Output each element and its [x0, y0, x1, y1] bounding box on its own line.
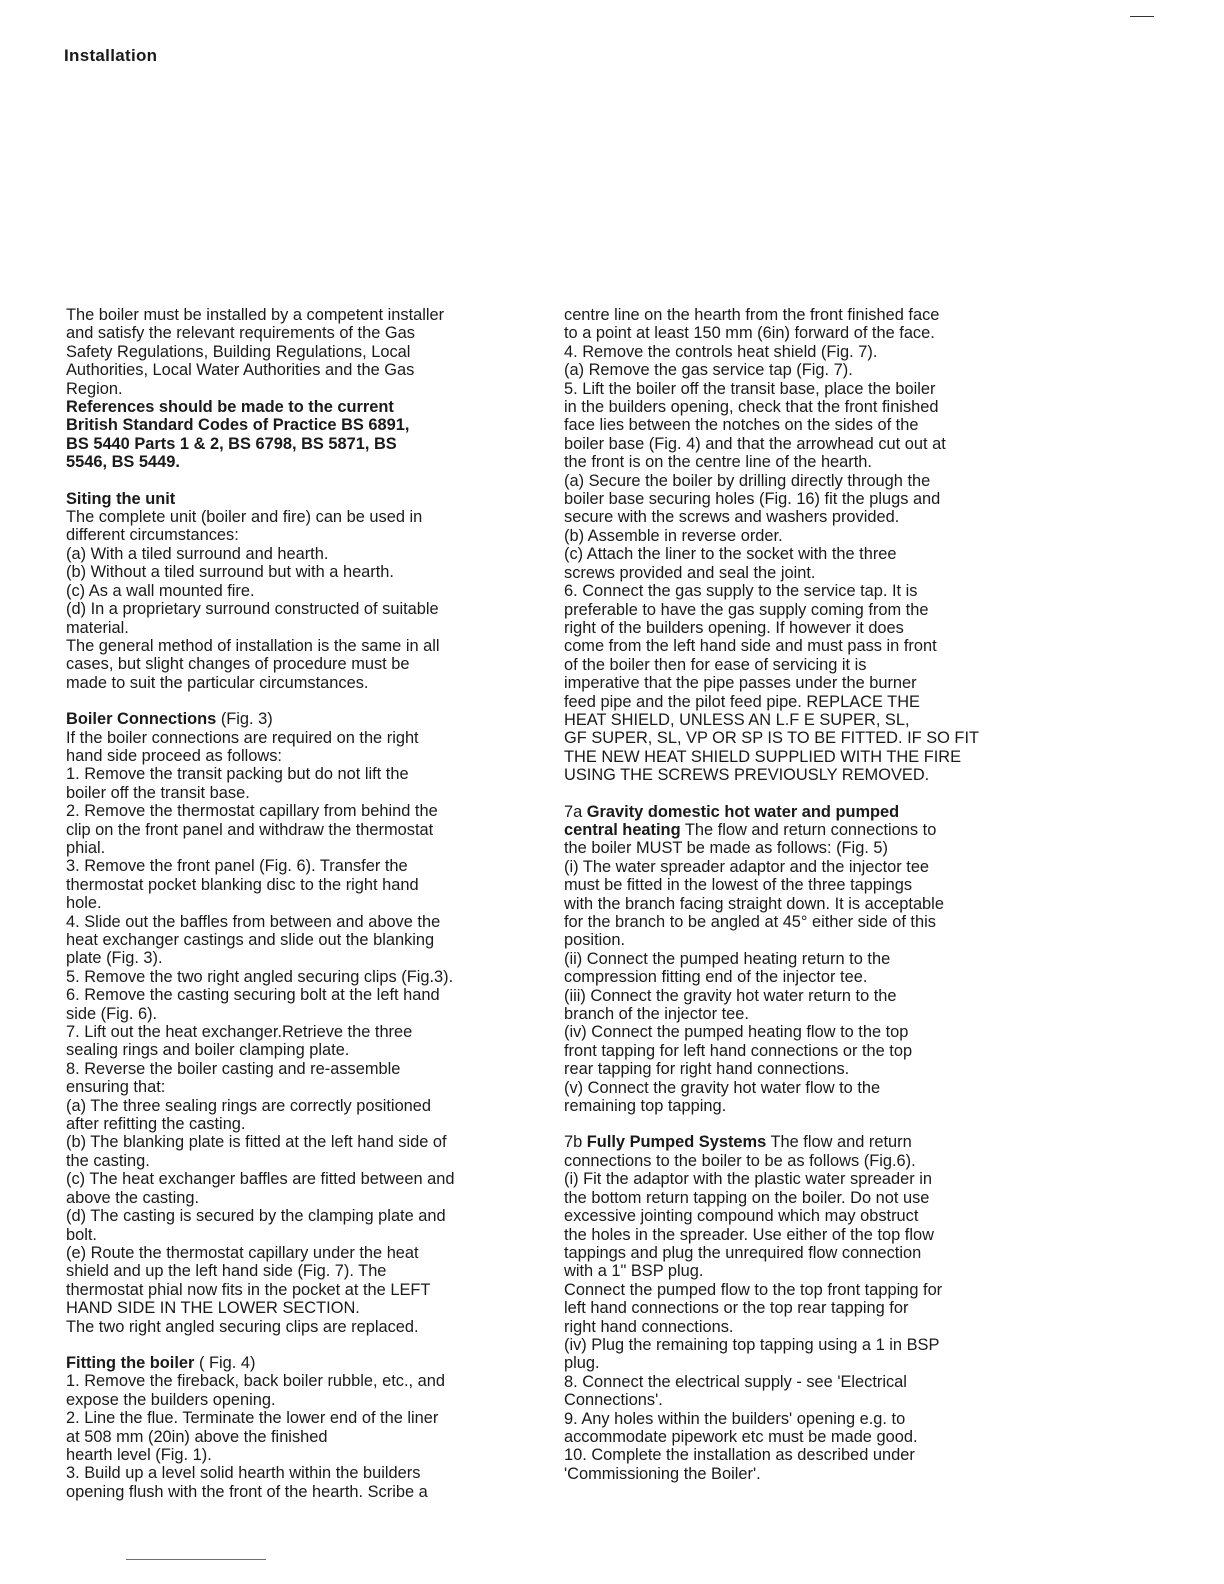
pumped-body: The flow and return connections to the boiler to be as follows (Fig.6). (i) Fit the adaptor with the plastic water spreader in the bottom return tapping on the boiler. Do not use excessive jointing compound which may obstruct the holes in the spreader. Use either of the top flow tappings and plug the unrequired flow connection with a 1" BSP plug. Connect the pumped flow to the top front tapping for left hand connections or the top rear tapping for right hand connections. (iv) Plug the remaining top tapping using a 1 in BSP plug. 8. Connect the electrical supply - see 'Electrical Connections'. 9. Any holes within the builders' opening e.g. to accommodate pipework etc must be made good. 10. Complete the installation as described under 'Commissioning the Boiler'.: [564, 1133, 943, 1483]
connections-heading: Boiler Connections: [66, 710, 217, 729]
siting-body: The complete unit (boiler and fire) can be used in different circumstances: (a) With a tiled surround and hearth. (b) Without a tiled surround but with a hearth. (c) As a wall mounted fire. (d) In a proprietary surround constructed of suitable material. The general method of installation is the same in all cases, but slight changes of procedure must be made to suit the particular circumstances.: [66, 508, 440, 692]
pumped-number: 7b: [564, 1133, 587, 1152]
gravity-body: The flow and return connections to the boiler MUST be made as follows: (Fig. 5) (i) The water spreader adaptor and the injector tee must be fitted in the lowest of the three tappings with the branch facing straight down. It is acceptable for the branch to be angled at 45° either side of this position. (ii) Connect the pumped heating return to the compression fitting end of the injector tee. (iii) Connect the gravity hot water return to the branch of the injector tee. (iv) Connect the pumped heating flow to the top front tapping for left hand connections or the top rear tapping for right hand connections. (v) Connect the gravity hot water flow to the remaining top tapping.: [564, 820, 944, 1116]
connections-heading-line: [66, 710, 544, 728]
fitting-heading: Fitting the boiler: [66, 1353, 195, 1372]
gravity-section: [564, 803, 1042, 1116]
gravity-heading: Gravity domestic hot water and pumped central heating: [564, 802, 900, 839]
references-paragraph: References should be made to the current British Standard Codes of Practice BS 6891, BS 5440 Parts 1 & 2, BS 6798, BS 5871, BS 5546, BS 5449.: [66, 398, 410, 472]
gravity-number: 7a: [564, 802, 587, 821]
continued-paragraph: centre line on the hearth from the front finished face to a point at least 150 mm (6in) forward of the face. 4. Remove the controls heat shield (Fig. 7). (a) Remove the gas service tap (Fig. 7). 5. Lift the boiler off the transit base, place the boiler in the builders opening, check that the front finished face lies between the notches on the sides of the boiler base (Fig. 4) and that the arrowhead cut out at the front is on the centre line of the hearth. (a) Secure the boiler by drilling directly through the boiler base securing holes (Fig. 16) fit the plugs and secure with the screws and washers provided. (b) Assemble in reverse order. (c) Attach the liner to the socket with the three screws provided and seal the joint. 6. Connect the gas supply to the service tap. It is preferable to have the gas supply coming from the right of the builders opening. If however it does come from the left hand side and must pass in front of the boiler then for ease of servicing it is imperative that the pipe passes under the burner feed pipe and the pilot feed pipe. REPLACE THE HEAT SHIELD, UNLESS AN L.F E SUPER, SL, GF SUPER, SL, VP OR SP IS TO BE FITTED. IF SO FIT THE NEW HEAT SHIELD SUPPLIED WITH THE FIRE USING THE SCREWS PREVIOUSLY REMOVED.: [564, 306, 980, 785]
fitting-heading-line: [66, 1354, 544, 1372]
bottom-rule: [126, 1559, 266, 1560]
pumped-heading: Fully Pumped Systems: [586, 1133, 767, 1152]
connections-body: If the boiler connections are required on the right hand side proceed as follows: 1. Remove the transit packing but do not lift the boiler off the transit base. 2. Remove the thermostat capillary from behind the clip on the front panel and withdraw the thermostat phial. 3. Remove the front panel (Fig. 6). Transfer the thermostat pocket blanking disc to the right hand hole. 4. Slide out the baffles from between and above the heat exchanger castings and slide out the blanking plate (Fig. 3). 5. Remove the two right angled securing clips (Fig.3). 6. Remove the casting securing bolt at the left hand side (Fig. 6). 7. Lift out the heat exchanger.Retrieve the three sealing rings and boiler clamping plate. 8. Reverse the boiler casting and re-assemble ensuring that: (a) The three sealing rings are correctly positioned after refitting the casting. (b) The blanking plate is fitted at the left hand side of the casting. (c) The heat exchanger baffles are fitted between and above the casting. (d) The casting is secured by the clamping plate and bolt. (e) Route the thermostat capillary under the heat shield and up the left hand side (Fig. 7). The thermostat phial now fits in the pocket at the LEFT HAND SIDE IN THE LOWER SECTION. The two right angled securing clips are replaced.: [66, 728, 455, 1336]
siting-heading: Siting the unit: [66, 489, 176, 508]
left-column: [66, 306, 544, 1501]
page-header: Installation: [64, 46, 158, 65]
right-column: [564, 306, 1042, 1483]
intro-paragraph: The boiler must be installed by a competent installer and satisfy the relevant requirements of the Gas Safety Regulations, Building Regulations, Local Authorities, Local Water Authorities and the Gas Region.: [66, 306, 445, 398]
connections-figure-ref: (Fig. 3): [216, 710, 273, 729]
fitting-figure-ref: ( Fig. 4): [194, 1353, 256, 1372]
pumped-section: [564, 1133, 1042, 1483]
fitting-body: 1. Remove the fireback, back boiler rubble, etc., and expose the builders opening. 2. Line the flue. Terminate the lower end of the liner at 508 mm (20in) above the finished hearth level (Fig. 1). 3. Build up a level solid hearth within the builders opening flush with the front of the hearth. Scribe a: [66, 1372, 446, 1501]
corner-rule: [1130, 16, 1154, 17]
